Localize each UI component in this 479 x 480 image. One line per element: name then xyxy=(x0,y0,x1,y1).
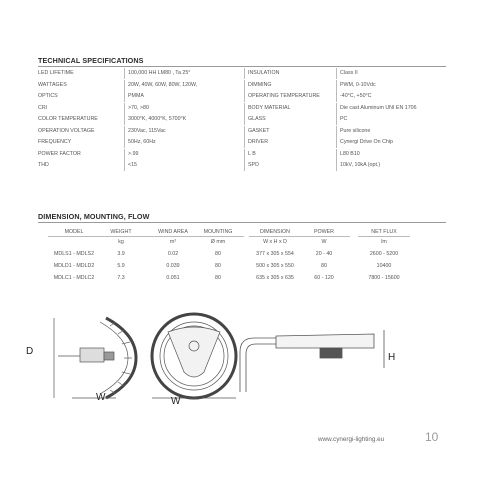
spec-label: POWER FACTOR xyxy=(38,150,81,157)
column-divider xyxy=(336,114,337,125)
dim-cell: kg xyxy=(118,239,124,245)
spec-value: Class II xyxy=(340,70,358,76)
spec-label: SPD xyxy=(248,162,259,168)
column-divider xyxy=(244,114,245,125)
spec-value: 20W, 40W, 60W, 80W, 120W, xyxy=(128,81,198,88)
dim-cell: m² xyxy=(169,239,177,245)
spec-label: OPTICS xyxy=(38,93,58,99)
spec-value: <15 xyxy=(128,162,137,168)
dim-cell: 80 xyxy=(215,251,221,257)
spec-label: LED LIFETIME xyxy=(38,70,74,76)
header-underline xyxy=(249,236,301,237)
header-underline xyxy=(95,236,147,237)
spec-label: THD xyxy=(38,162,49,168)
spec-label: DIMMING xyxy=(248,81,272,88)
spec-label: GLASS xyxy=(248,116,266,122)
dim-cell: 7.3 xyxy=(117,275,125,281)
dim-cell: 10400 xyxy=(376,263,392,269)
spec-label: GASKET xyxy=(248,127,270,134)
label-w-left: W xyxy=(96,392,106,403)
dim-cell: 500 x 305 x 550 xyxy=(256,263,294,269)
spec-row xyxy=(38,68,446,79)
spec-value: 230Vac, 115Vac xyxy=(128,127,166,134)
spec-label: OPERATION VOLTAGE xyxy=(38,127,95,134)
dim-cell: W x H x D xyxy=(263,239,287,245)
spec-row xyxy=(38,137,446,148)
column-divider xyxy=(124,103,125,114)
dim-cell: Ø mm xyxy=(210,239,226,245)
column-divider xyxy=(244,137,245,148)
spec-value: 3000°K, 4000°K, 5700°K xyxy=(128,116,187,122)
header-underline xyxy=(192,236,244,237)
spec-label: COLOR TEMPERATURE xyxy=(38,116,98,122)
dim-cell: WIND AREA xyxy=(158,229,188,235)
spec-row xyxy=(38,80,446,91)
spec-label: CRI xyxy=(38,104,48,111)
dim-cell: 3.9 xyxy=(117,251,125,257)
page-number: 10 xyxy=(425,430,439,444)
column-divider xyxy=(336,160,337,171)
dim-cell: 60 - 120 xyxy=(314,275,334,281)
label-h: H xyxy=(388,352,396,363)
spec-label: INSULATION xyxy=(248,70,280,76)
dim-cell: DIMENSION xyxy=(259,229,291,235)
column-divider xyxy=(124,80,125,91)
spec-label: DRIVER xyxy=(248,139,269,145)
column-divider xyxy=(124,160,125,171)
dim-cell: 2600 - 5200 xyxy=(369,251,399,257)
spec-value: >.99 xyxy=(128,150,139,157)
dim-cell: 20 - 40 xyxy=(315,251,333,257)
dim-data-row xyxy=(0,263,479,273)
spec-row xyxy=(38,149,446,160)
side-view-drawing xyxy=(54,318,136,398)
column-divider xyxy=(244,91,245,102)
tech-specs-rule xyxy=(38,66,446,67)
dim-data-row xyxy=(0,275,479,285)
spec-value: >70, >80 xyxy=(128,104,149,111)
dim-cell: 0.039 xyxy=(166,263,180,269)
dim-cell: MODEL xyxy=(64,229,84,235)
front-view-drawing xyxy=(152,314,236,398)
dim-header-row xyxy=(0,229,479,239)
dim-cell: 635 x 305 x 635 xyxy=(256,275,294,281)
spec-label: WATTAGES xyxy=(38,81,67,88)
spec-row xyxy=(38,114,446,125)
column-divider xyxy=(336,149,337,160)
column-divider xyxy=(336,103,337,114)
dim-cell: 377 x 305 x 554 xyxy=(256,251,294,257)
header-underline xyxy=(298,236,350,237)
spec-label: FREQUENCY xyxy=(38,139,72,145)
footer-url[interactable]: www.cynergi-lighting.eu xyxy=(318,436,385,443)
spec-value: L80 B10 xyxy=(340,150,360,157)
spec-row xyxy=(38,103,446,114)
column-divider xyxy=(244,68,245,79)
spec-row xyxy=(38,126,446,137)
dim-cell: MDLC1 - MDLC2 xyxy=(53,275,95,281)
tech-specs-title: TECHNICAL SPECIFICATIONS xyxy=(38,56,144,65)
spec-row xyxy=(38,160,446,171)
dim-cell: 80 xyxy=(321,263,327,269)
spec-value: PC xyxy=(340,116,348,122)
column-divider xyxy=(124,126,125,137)
column-divider xyxy=(336,91,337,102)
spec-value: PMMA xyxy=(128,93,144,99)
dim-cell: 5.9 xyxy=(117,263,125,269)
column-divider xyxy=(244,126,245,137)
dim-units-row xyxy=(0,239,479,249)
column-divider xyxy=(124,149,125,160)
spec-value: Die cast Aluminum UNI EN 1706 xyxy=(340,104,417,111)
dim-cell: lm xyxy=(381,239,387,245)
dim-cell: 0.051 xyxy=(166,275,180,281)
dim-cell: MDLD1 - MDLD2 xyxy=(53,263,95,269)
header-underline xyxy=(358,236,410,237)
column-divider xyxy=(336,68,337,79)
column-divider xyxy=(244,149,245,160)
spec-value: Pure silicone xyxy=(340,127,371,134)
dim-cell: NET FLUX xyxy=(371,229,397,235)
column-divider xyxy=(124,91,125,102)
column-divider xyxy=(244,80,245,91)
dim-cell: 7800 - 15600 xyxy=(368,275,400,281)
label-w-right: W xyxy=(171,396,181,407)
dimension-rule xyxy=(38,222,446,223)
spec-label: L B xyxy=(248,150,256,157)
dim-data-row xyxy=(0,251,479,261)
column-divider xyxy=(244,103,245,114)
spec-value: Cynergi Drive On Chip xyxy=(340,139,393,145)
spec-label: BODY MATERIAL xyxy=(248,104,291,111)
column-divider xyxy=(336,126,337,137)
dim-cell: MOUNTING xyxy=(203,229,233,235)
dim-cell: W xyxy=(321,239,327,245)
spec-value: 100,000 HH LM80 , Ta 25° xyxy=(128,70,191,76)
dim-cell: WEIGHT xyxy=(110,229,132,235)
column-divider xyxy=(124,114,125,125)
spec-value: -40°C, +50°C xyxy=(340,93,372,99)
spec-value: PWM, 0-10Vdc xyxy=(340,81,376,88)
column-divider xyxy=(124,137,125,148)
pole-mount-drawing xyxy=(240,330,384,392)
column-divider xyxy=(336,80,337,91)
dim-cell: POWER xyxy=(313,229,335,235)
spec-value: 10kV, 10kA (opt.) xyxy=(340,162,381,168)
label-d: D xyxy=(26,346,34,357)
spec-label: OPERATING TEMPERATURE xyxy=(248,93,320,99)
spec-value: 50Hz, 60Hz xyxy=(128,139,156,145)
column-divider xyxy=(336,137,337,148)
spec-row xyxy=(38,91,446,102)
column-divider xyxy=(124,68,125,79)
column-divider xyxy=(244,160,245,171)
header-underline xyxy=(48,236,100,237)
dimension-title: DIMENSION, MOUNTING, FLOW xyxy=(38,212,150,221)
dim-cell: 0.02 xyxy=(167,251,179,257)
dim-cell: MDLS1 - MDLS2 xyxy=(53,251,95,257)
dim-cell: 80 xyxy=(215,275,221,281)
dim-cell: 80 xyxy=(215,263,221,269)
